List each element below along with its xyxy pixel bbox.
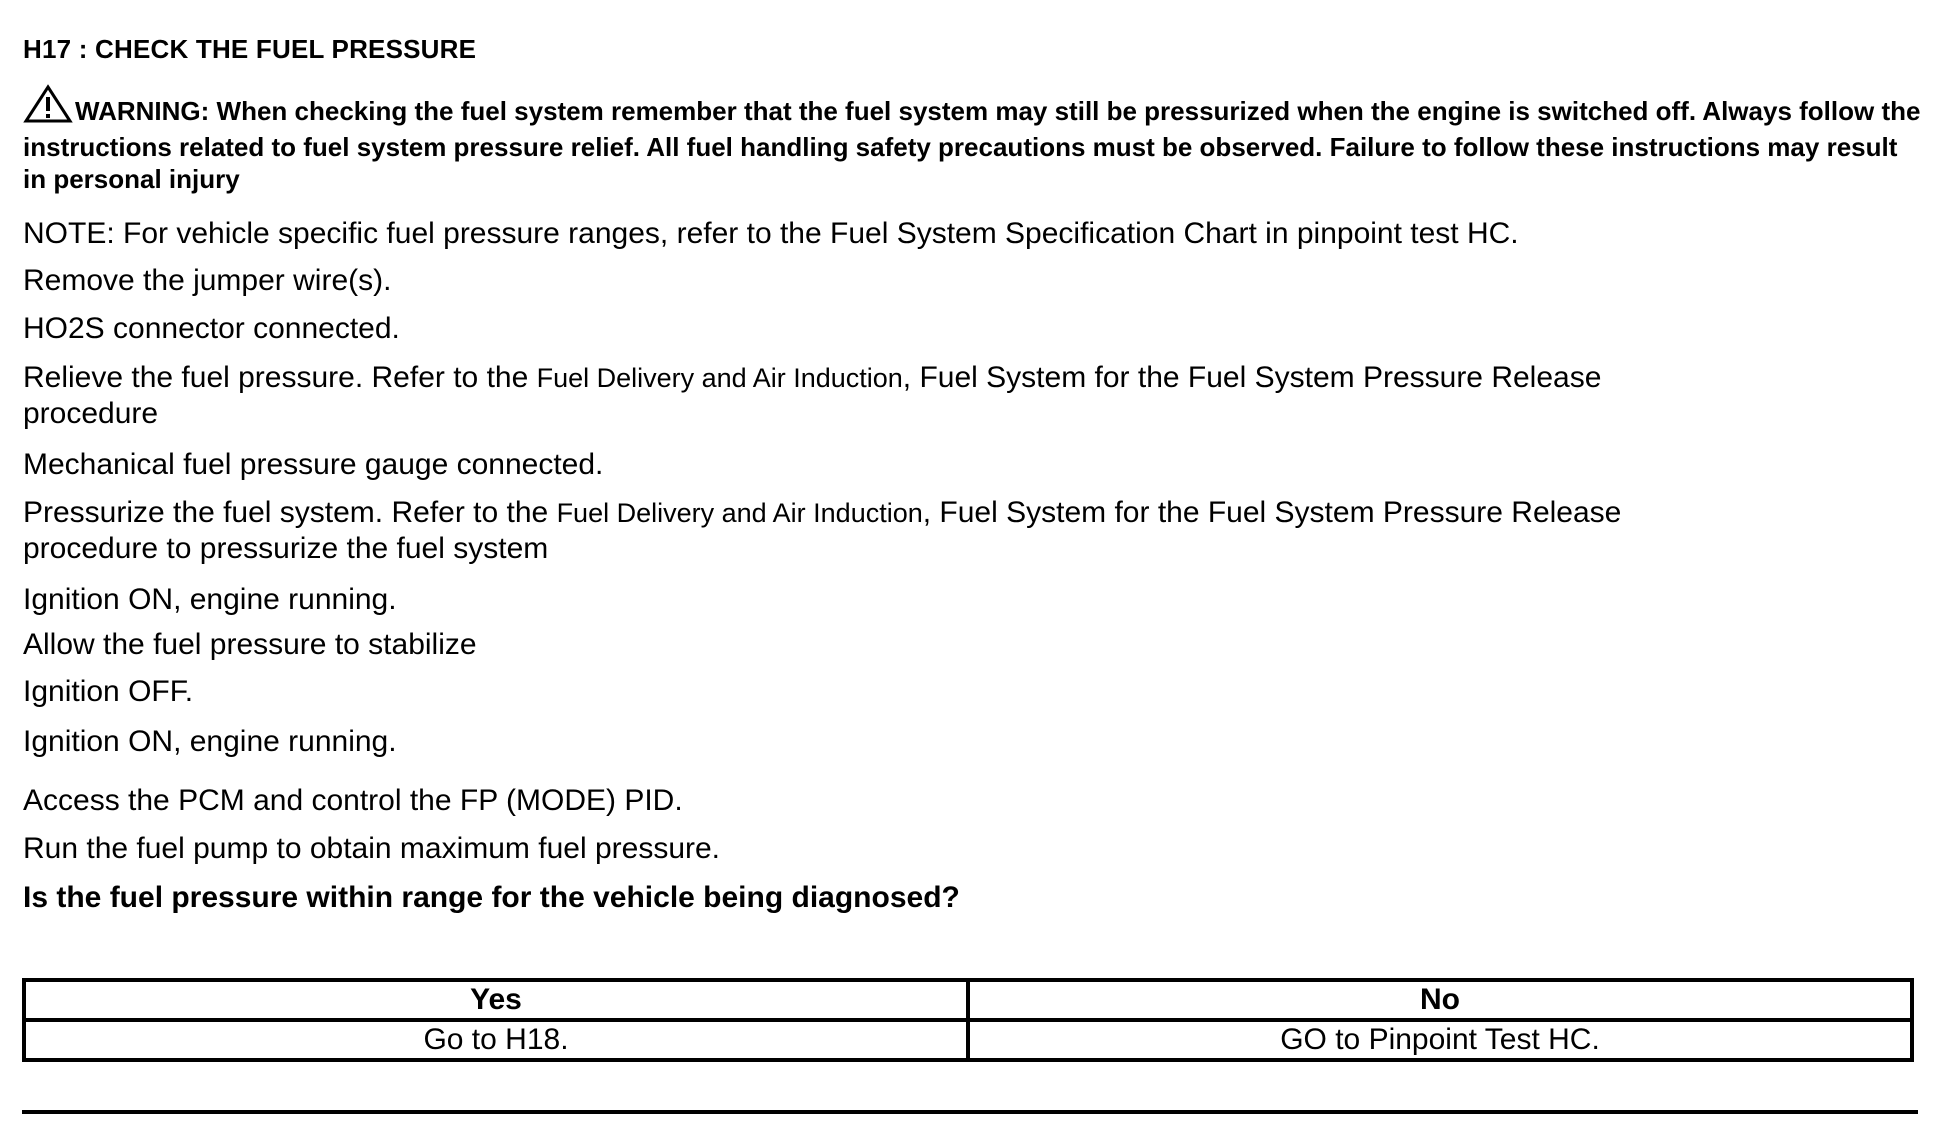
warning-text: : When checking the fuel system remember that the fuel system may still be pressurized when the engine is switched off. Always follow the instructions related to fuel system pressure relief. All fuel handling safety precautions must be observed. Failure to follow these instructions may result in personal injury [23, 96, 1921, 194]
relieve-text-cont: procedure [23, 397, 159, 430]
step-stabilize: Allow the fuel pressure to stabilize [23, 628, 477, 661]
divider [22, 1110, 1918, 1114]
step-pressurize [23, 495, 1923, 567]
no-action: GO to Pinpoint Test HC. [968, 1020, 1912, 1060]
header-yes: Yes [24, 980, 968, 1020]
pressurize-text: Pressurize the fuel system. Refer to the [23, 496, 557, 529]
relieve-text-after: , Fuel System for the Fuel System Pressure Release [902, 361, 1602, 394]
header-no: No [968, 980, 1912, 1020]
relieve-reference: Fuel Delivery and Air Induction [536, 363, 903, 393]
step-gauge-connected: Mechanical fuel pressure gauge connected. [23, 448, 604, 481]
step-access-pcm: Access the PCM and control the FP (MODE) PID. [23, 784, 683, 817]
step-run-pump: Run the fuel pump to obtain maximum fuel pressure. [23, 832, 721, 865]
relieve-text: Relieve the fuel pressure. Refer to the [23, 361, 537, 394]
step-remove-jumper: Remove the jumper wire(s). [23, 264, 392, 297]
warning-triangle-icon [23, 84, 73, 131]
pressurize-text-cont: procedure to pressurize the fuel system [23, 532, 549, 565]
pressurize-reference: Fuel Delivery and Air Induction [556, 498, 923, 528]
table-header-row [24, 980, 1912, 1020]
step-ho2s-connected: HO2S connector connected. [23, 312, 400, 345]
pressurize-text-after: , Fuel System for the Fuel System Pressure Release [922, 496, 1622, 529]
note-text: NOTE: For vehicle specific fuel pressure ranges, refer to the Fuel System Specification Chart in pinpoint test HC. [23, 217, 1519, 250]
step-ignition-off: Ignition OFF. [23, 675, 194, 708]
result-table [22, 978, 1914, 1062]
step-ignition-on-again: Ignition ON, engine running. [23, 725, 397, 758]
yes-action: Go to H18. [24, 1020, 968, 1060]
step-relieve-pressure [23, 360, 1923, 432]
table-row [24, 1020, 1912, 1060]
warning-label: WARNING [75, 96, 201, 126]
step-ignition-on: Ignition ON, engine running. [23, 583, 397, 616]
page-title: H17 : CHECK THE FUEL PRESSURE [23, 34, 477, 64]
warning-block [23, 84, 1923, 195]
diagnostic-question: Is the fuel pressure within range for the vehicle being diagnosed? [23, 881, 960, 914]
